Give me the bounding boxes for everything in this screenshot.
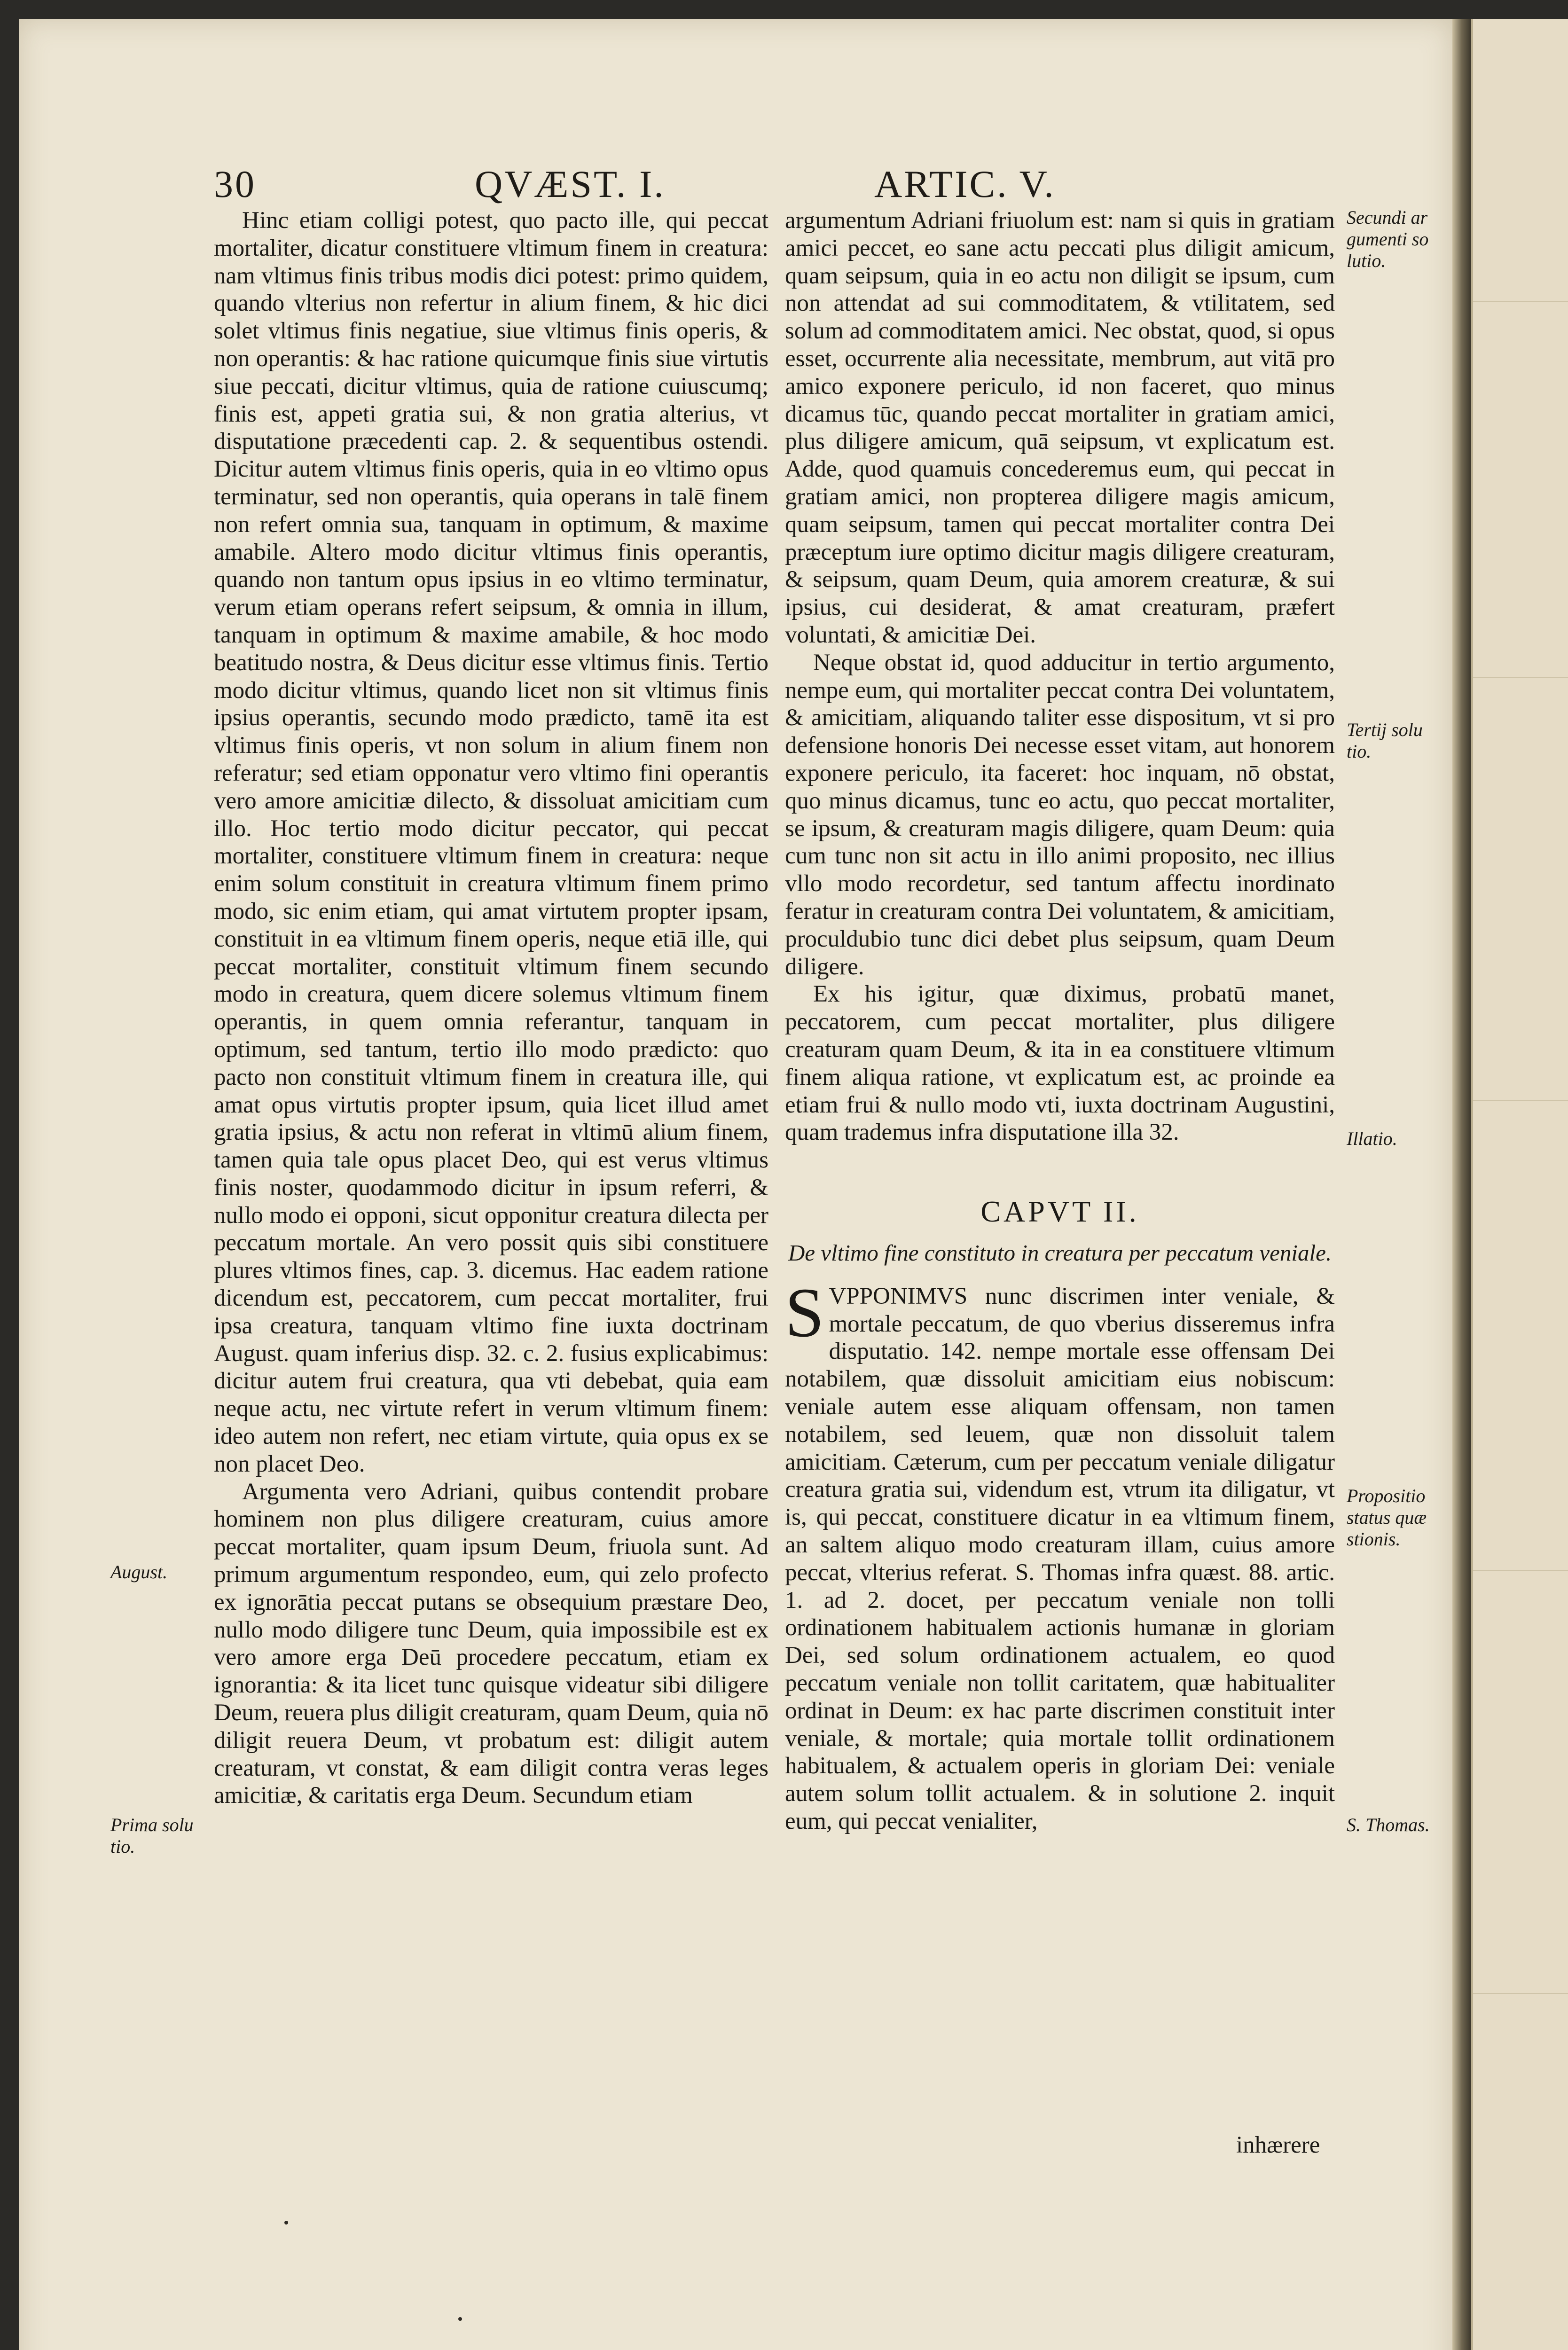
- right-text-column: [785, 207, 1335, 1835]
- chapter-opening-paragraph: [785, 1273, 1335, 1835]
- ink-speck: [284, 2221, 288, 2225]
- chapter-title: CAPVT II.: [980, 1195, 1139, 1229]
- drop-cap: S: [785, 1273, 824, 1352]
- running-head-question: QVÆST. I.: [475, 163, 666, 205]
- paragraph-text: VPPONIMVS nunc discrimen inter veniale, & mortale peccatum, de quo vberius disseremus infra disputatio. 142. nempe mortale esse offensam Dei notabilem, quæ dissoluit amicitiam eius nobiscum: veniale autem esse aliquam offensam, non tamen notabilem, sed leuem, quæ non dissoluit talem amicitiam. Cæterum, cum per peccatum veniale diligatur creatura gratia sui, videndum est, vtrum ita diligatur, vt is, qui peccat, constituere dicatur in ea vltimum finem, an saltem aliquo modo creaturam illam, cuius amore peccat, vlterius referat. S. Thomas infra quæst. 88. artic. 1. ad 2. docet, per peccatum veniale non tolli ordinationem habitualem actionis humanæ in gloriam Dei, sed solum ordinationem actualem, eo quod peccatum veniale non tollit caritatem, quæ habitualiter ordinat in Deum: ex hac parte discrimen constituit inter veniale, & mortale; quia mortale tollit ordinationem habitualem, & actualem operis in gloriam Dei: veniale autem solum tollit actualem. & in solutione 2. inquit eum, qui peccat venialiter,: [785, 1283, 1335, 1835]
- left-text-column: [214, 207, 768, 1810]
- paragraph: argumentum Adriani friuolum est: nam si quis in gratiam amici peccet, eo sane actu peccati plus diligit amicum, quam seipsum, quia in eo actu non diligit se ipsum, cum non attendat ad sui commoditatem, & vtilitatem, sed solum ad commoditatem amici. Nec obstat, quod, si opus esset, occurrente alia necessitate, membrum, aut vitā pro amico exponere periculo, id non faceret, quo minus dicamus tūc, quando peccat mortaliter in gratiam amici, plus diligere amicum, quā seipsum, vt explicatum est. Adde, quod quamuis concederemus eum, qui peccat in gratiam amici, non propterea diligere magis amicum, quam seipsum, tamen qui peccat mortaliter contra Dei præceptum iure optimo dicitur magis diligere creaturam, & seipsum, quam Deum, quia amorem creaturæ, & sui ipsius, cui desiderat, & amat creaturam, præfert voluntati, & amicitiæ Dei.: [785, 207, 1335, 648]
- page-number: 30: [214, 163, 256, 205]
- paragraph: Ex his igitur, quæ diximus, probatū manet, peccatorem, cum peccat mortaliter, plus diligere creaturam quam Deum, & ita in ea constituere vltimum finem aliqua ratione, vt explicatum est, ac proinde ea etiam frui & nullo modo vti, iuxta doctrinam Augustini, quam trademus infra disputatione illa 32.: [785, 981, 1335, 1146]
- margin-note-tertii-solutio: Tertij solu tio.: [1347, 719, 1423, 762]
- catchword: inhærere: [1236, 2132, 1320, 2158]
- margin-note-prima-solutio: Prima solu tio.: [110, 1814, 194, 1857]
- margin-note-august: August.: [110, 1561, 168, 1582]
- margin-note-illatio: Illatio.: [1347, 1128, 1397, 1149]
- book-gutter: [1452, 19, 1471, 2350]
- facing-page-edge: [1471, 19, 1568, 2350]
- paragraph: Hinc etiam colligi potest, quo pacto ille, qui peccat mortaliter, dicatur constituere vltimum finem in creatura: nam vltimus finis tribus modis dici potest: primo quidem, quando vlterius non refertur in alium finem, & hic dici solet vltimus finis negatiue, siue vltimus finis operis, & non operantis: & hac ratione quicumque finis siue virtutis siue peccati, dicitur vltimus, quia de ratione cuiuscumq; finis est, appeti gratia sui, & non gratia alterius, vt disputatione præcedenti cap. 2. & sequentibus ostendi. Dicitur autem vltimus finis operis, quia in eo vltimo opus terminatur, sed non operantis, quia operans in talē finem non refert omnia sua, tanquam in optimum, & maxime amabile. Altero modo dicitur vltimus finis operantis, quando non tantum opus ipsius in eo vltimo terminatur, verum etiam operans refert seipsum, & omnia in illum, tanquam in optimum & maxime amabile, & hoc modo beatitudo nostra, & Deus dicitur esse vltimus finis. Tertio modo dicitur vltimus, quando licet non sit vltimus finis ipsius operantis, secundo modo prædicto, tamē ita est vltimus finis operis, vt non solum in alium finem non referatur; sed etiam opponatur vero vltimo fini operantis vero amore amicitiæ dilecto, & dissoluat amicitiam cum illo. Hoc tertio modo dicitur peccator, qui peccat mortaliter, constituere vltimum finem in creatura: neque enim solum constituit in creatura vltimum finem primo modo, sic enim etiam, qui amat virtutem propter ipsam, constituit in ea vltimum finem operis, neque etiā ille, qui peccat mortaliter, constituit vltimum finem secundo modo in creatura, quem dicere solemus vltimum finem operantis, in quem omnia referantur, tanquam in optimum, sed tantum, tertio illo modo prædicto: quo pacto non constituit vltimum finem in creatura ille, qui amat opus virtutis propter ipsum, quia licet illud amet gratia ipsius, & actu non referat in vltimū alium finem, tamen quia tale opus placet Deo, qui est verus vltimus finis noster, quodammodo dicitur in ipsum referri, & nullo modo ei opponi, sicut opponitur creatura dilecta per peccatum mortale. An vero possit quis sibi constituere plures vltimos fines, cap. 3. dicemus. Hac eadem ratione dicendum est, peccatorem, cum peccat mortaliter, frui ipsa creatura, tanquam vltimo fine iuxta doctrinam August. quam inferius disp. 32. c. 2. fusius explicabimus: dicitur autem frui creatura, qua vti debebat, quia eam neque actu, nec virtute refert in verum vltimum finem: ideo autem non refert, nec etiam virtute, quia opus ex se non placet Deo.: [214, 207, 768, 1477]
- margin-note-secundi-argumenti: Secundi ar gumenti so lutio.: [1347, 207, 1429, 271]
- running-head-article: ARTIC. V.: [874, 163, 1056, 205]
- paragraph: Argumenta vero Adriani, quibus contendit probare hominem non plus diligere creaturam, cuius amore peccat mortaliter, quam ipsum Deum, friuola sunt. Ad primum argumentum respondeo, eum, qui zelo profecto ex ignorātia peccat putans se obsequium præstare Deo, nullo modo diligere tunc Deum, quia impossibile est ex vero amore erga Deū procedere peccatum, etiam ex ignorantia: & ita licet tunc quisque videatur sibi diligere Deum, reuera plus diligit creaturam, quam Deum, quia nō diligit reuera Deum, vt probatum est: diligit autem creaturam, vt constat, & eam diligit contra veras leges amicitiæ, & caritatis erga Deum. Secundum etiam: [214, 1478, 768, 1809]
- paragraph: Neque obstat id, quod adducitur in tertio argumento, nempe eum, qui mortaliter peccat contra Dei voluntatem, & amicitiam, aliquando taliter esse dispositum, vt si pro defensione honoris Dei necesse esset vitam, aut honorem exponere periculo, ita faceret: hoc inquam, nō obstat, quo minus dicamus, tunc eo actu, quo peccat mortaliter, se ipsum, & creaturam magis diligere, quam Deum: quia cum tunc non sit actu in illo animi proposito, nec illius vllo modo recordetur, sed tantum affectu inordinato feratur in creaturam contra Dei voluntatem, & amicitiam, proculdubio tunc dici debet plus seipsum, quam Deum diligere.: [785, 649, 1335, 980]
- margin-note-s-thomas: S. Thomas.: [1347, 1814, 1430, 1835]
- ink-speck: [458, 2317, 462, 2321]
- chapter-subtitle: De vltimo fine constituto in creatura per peccatum veniale.: [788, 1239, 1332, 1266]
- margin-note-propositio: Propositio status quæ stionis.: [1347, 1485, 1427, 1550]
